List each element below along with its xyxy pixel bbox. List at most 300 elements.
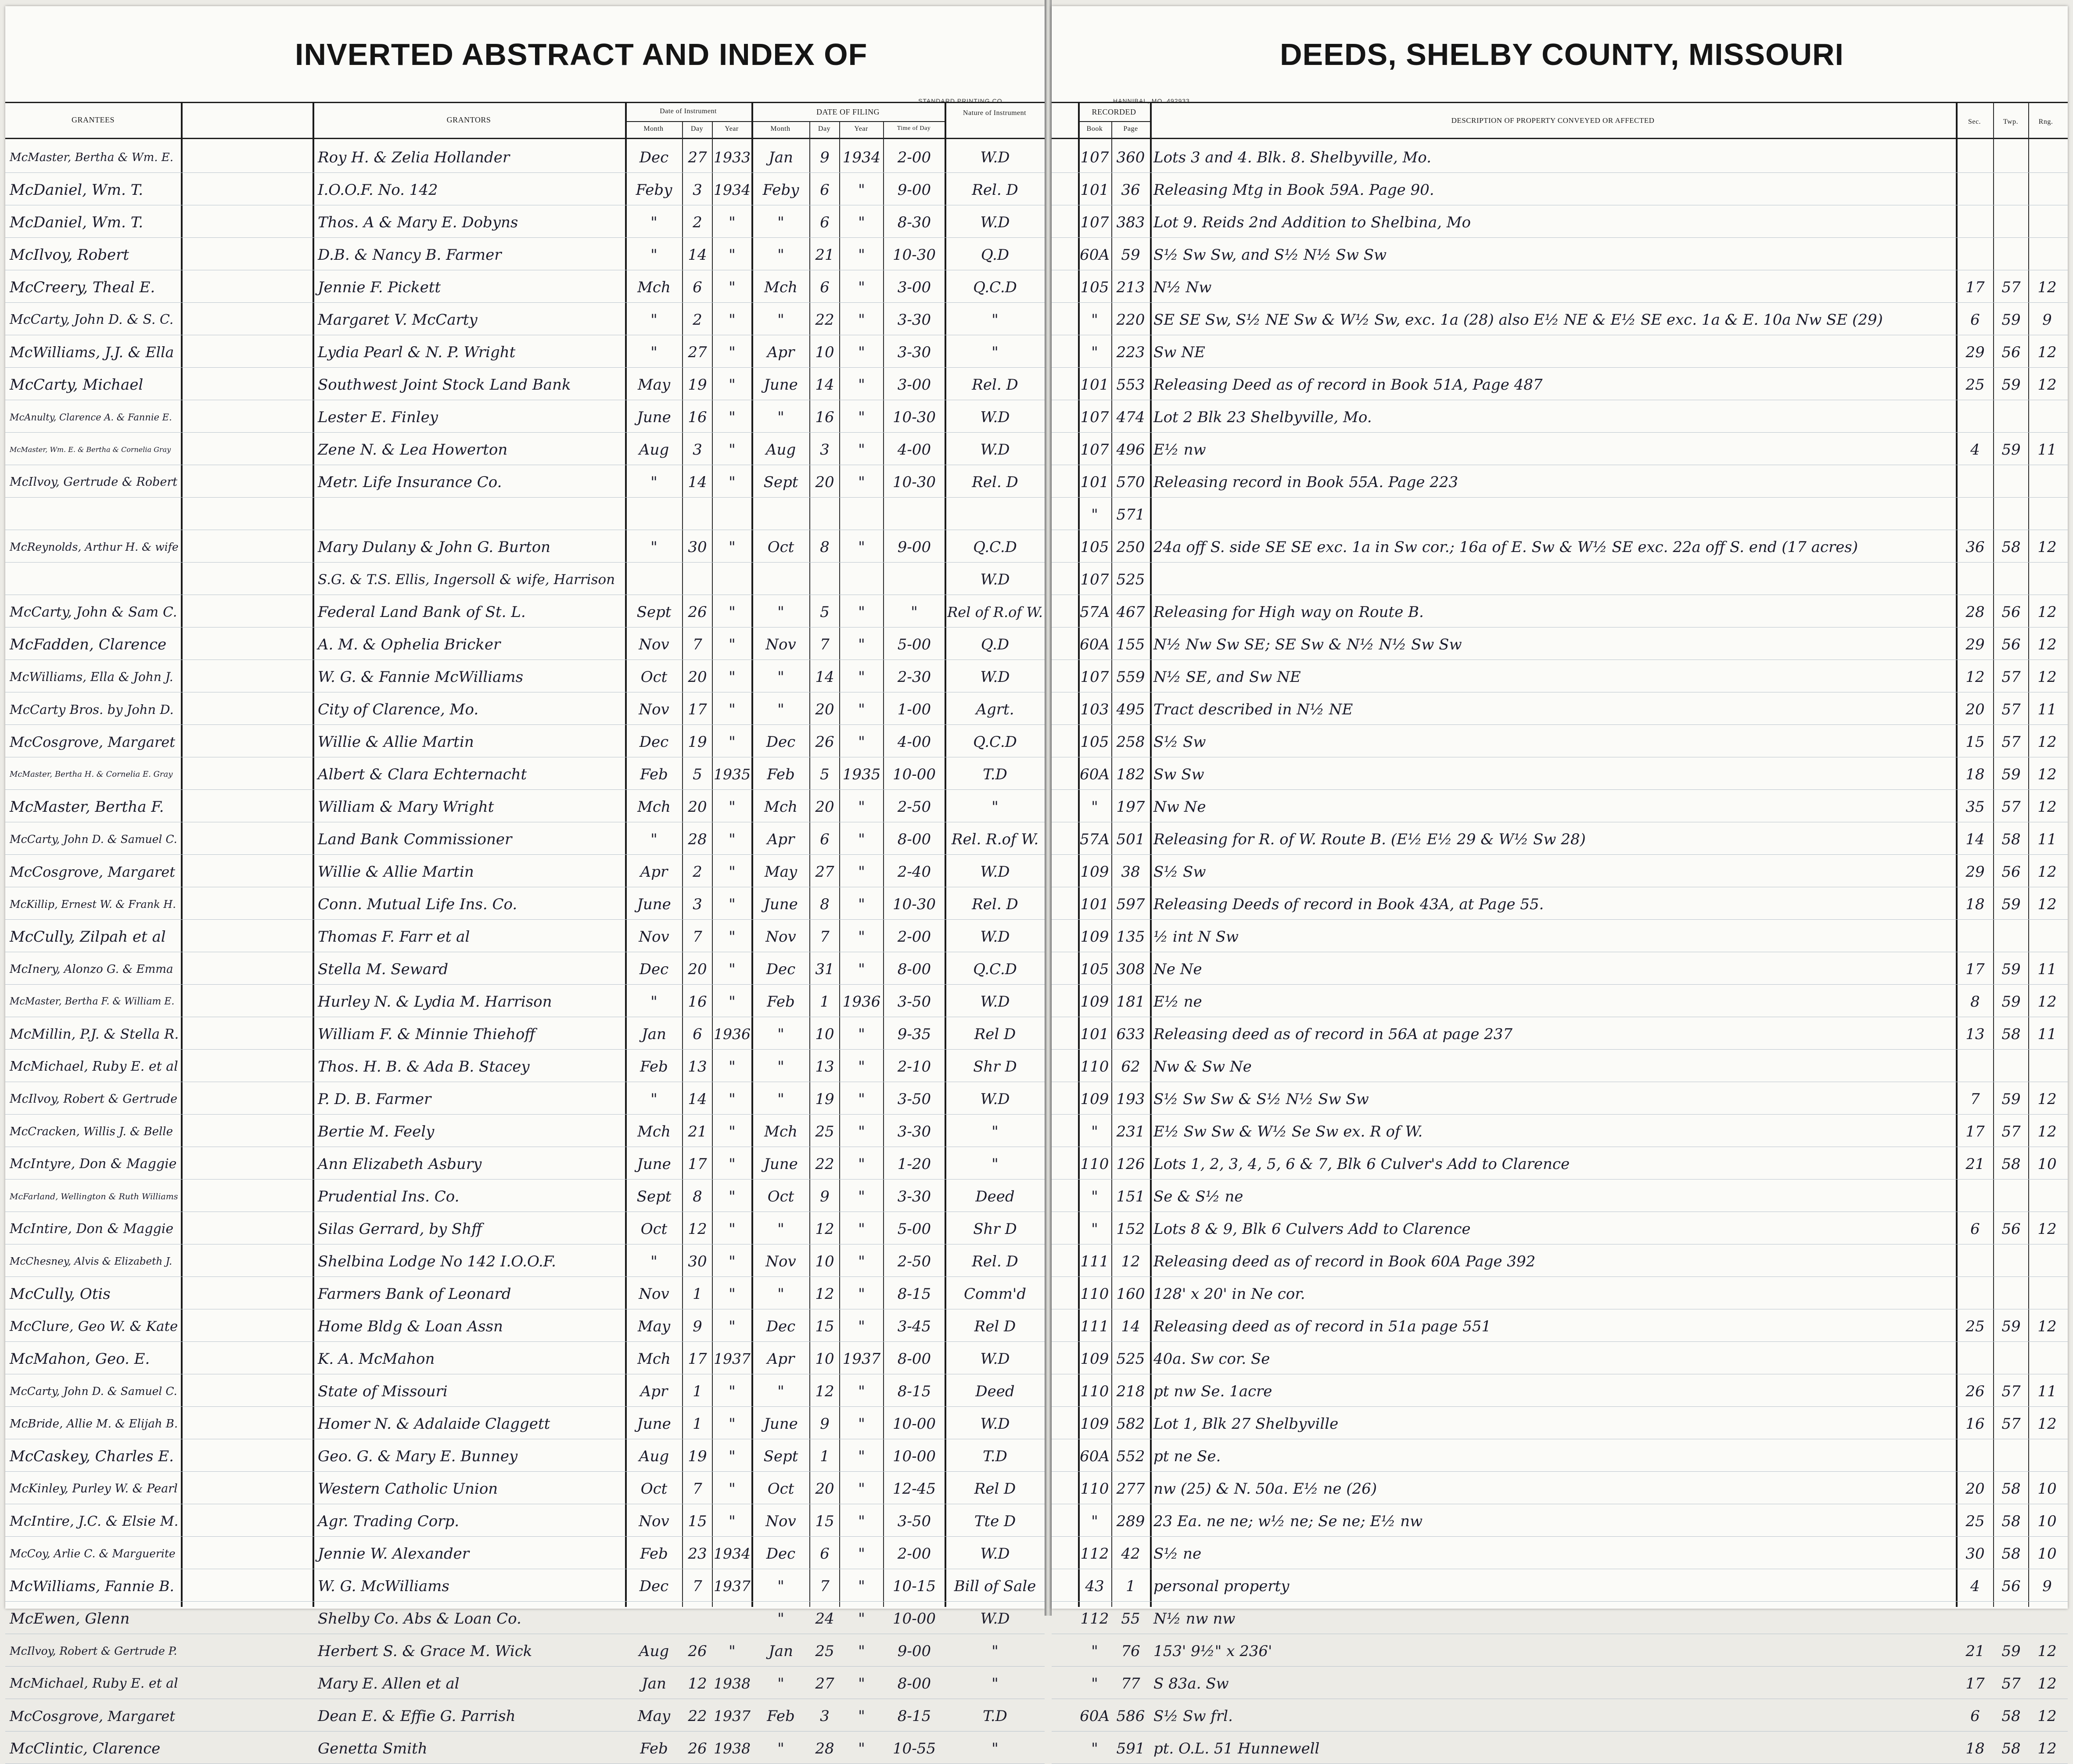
filing-month-cell: Apr: [767, 344, 795, 361]
left-entry-row: [5, 1407, 1045, 1439]
sec-cell: 6: [1970, 311, 1980, 329]
page-cell: 525: [1116, 1350, 1145, 1368]
page-cell: 181: [1116, 993, 1145, 1011]
instrument-month-cell: [627, 1606, 681, 1631]
filing-month-cell: Oct: [767, 1188, 794, 1205]
filing-month-cell: Feb: [767, 993, 795, 1011]
right-entry-row: [1052, 465, 2068, 498]
description-cell: Releasing deed as of record in 56A at page 237: [1153, 1025, 1513, 1043]
book-cell: 60A: [1080, 246, 1110, 264]
rng-cell: 12: [2037, 1123, 2057, 1140]
sec-cell: [1958, 470, 1993, 495]
instrument-day-cell: 14: [688, 473, 707, 491]
nature-cell: W.D: [980, 1610, 1010, 1628]
instrument-day-cell: 3: [693, 896, 702, 913]
grantee-cell: McFarland, Wellington & Ruth Williams: [10, 1192, 178, 1201]
filing-month-cell: Dec: [766, 961, 796, 978]
grantee-cell: McCully, Zilpah et al: [10, 928, 166, 946]
filing-time-cell: 10-30: [892, 896, 936, 913]
description-cell: N½ nw nw: [1153, 1610, 1236, 1628]
instrument-month-cell: Feb: [640, 1545, 668, 1563]
instrument-day-cell: 28: [688, 831, 707, 848]
filing-day-cell: 15: [815, 1318, 834, 1335]
filing-month-cell: ": [777, 409, 784, 426]
filing-month-cell: Apr: [767, 1350, 795, 1368]
page-cell: 1: [1126, 1578, 1135, 1595]
filing-day-cell: 9: [820, 1415, 830, 1433]
grantee-cell: McDaniel, Wm. T.: [10, 214, 144, 231]
right-entries: [1052, 140, 2068, 1764]
page-cell: 38: [1121, 863, 1140, 881]
instrument-day-cell: 21: [688, 1123, 707, 1140]
nature-cell: [946, 502, 1044, 527]
rng-cell: [2030, 470, 2065, 495]
instrument-month-cell: Nov: [639, 928, 669, 946]
twp-cell: 56: [2001, 863, 2021, 881]
grantor-cell: Home Bldg & Loan Assn: [318, 1318, 503, 1335]
filing-day-cell: 21: [815, 246, 834, 264]
right-entry-row: [1052, 627, 2068, 660]
instrument-day-cell: 23: [688, 1545, 707, 1563]
grantee-cell: McFadden, Clarence: [10, 636, 167, 653]
description-cell: Lots 1, 2, 3, 4, 5, 6 & 7, Blk 6 Culver's Add to Clarence: [1153, 1155, 1570, 1173]
nature-cell: W.D: [980, 214, 1010, 231]
grantor-cell: Agr. Trading Corp.: [318, 1513, 460, 1530]
nature-cell: Rel. D: [972, 473, 1018, 491]
book-cell: 105: [1080, 961, 1109, 978]
book-cell: 107: [1080, 668, 1109, 686]
sec-cell: [1958, 1054, 1993, 1079]
instrument-day-cell: 30: [688, 538, 707, 556]
twp-cell: 56: [2001, 603, 2021, 621]
instrument-month-cell: ": [650, 1253, 657, 1270]
rng-cell: [2030, 145, 2065, 170]
page-cell: 152: [1116, 1220, 1145, 1238]
rng-cell: 9: [2042, 311, 2052, 329]
sec-cell: [1958, 242, 1993, 268]
book-cell: 110: [1080, 1383, 1109, 1400]
instrument-month-cell: June: [637, 896, 671, 913]
filing-time-cell: 10-00: [892, 766, 936, 783]
book-cell: ": [1091, 1123, 1098, 1140]
nature-cell: Q.D: [981, 246, 1010, 264]
left-entry-row: [5, 1602, 1045, 1634]
right-entry-row: [1052, 1699, 2068, 1732]
filing-day-cell: 6: [820, 279, 830, 296]
book-cell: 101: [1080, 896, 1109, 913]
instrument-month-cell: ": [650, 993, 657, 1011]
filing-month-cell: Mch: [764, 798, 798, 816]
page-cell: 218: [1116, 1383, 1145, 1400]
filing-year-cell: ": [858, 1318, 865, 1335]
left-entry-row: [5, 1439, 1045, 1472]
filing-time-cell: 8-15: [897, 1383, 931, 1400]
instrument-month-cell: Oct: [640, 1480, 668, 1498]
book-cell: ": [1091, 798, 1098, 816]
grantee-cell: McCaskey, Charles E.: [10, 1448, 174, 1465]
filing-time-cell: 3-30: [897, 311, 931, 329]
nature-cell: T.D: [983, 1448, 1007, 1465]
instrument-year-cell: ": [729, 1285, 736, 1303]
nature-cell: Comm'd: [963, 1285, 1027, 1303]
left-entry-row: [5, 1472, 1045, 1504]
right-entry-row: [1052, 1472, 2068, 1504]
sec-cell: 6: [1970, 1707, 1980, 1725]
filing-day-cell: 26: [815, 733, 834, 751]
filing-month-cell: ": [777, 1383, 784, 1400]
grantor-cell: Stella M. Seward: [318, 961, 449, 978]
page-cell: 495: [1116, 701, 1145, 718]
filing-month-cell: June: [764, 896, 798, 913]
nature-cell: Tte D: [974, 1513, 1016, 1530]
filing-month-cell: ": [777, 1285, 784, 1303]
instrument-day-cell: 26: [688, 1642, 707, 1660]
nature-cell: W.D: [980, 1415, 1010, 1433]
filing-year-cell: ": [858, 1578, 865, 1595]
right-entry-row: [1052, 270, 2068, 303]
instrument-year-cell: ": [729, 1318, 736, 1335]
description-cell: N½ Nw Sw SE; SE Sw & N½ N½ Sw Sw: [1153, 636, 1462, 653]
twp-cell: 59: [2001, 766, 2021, 783]
book-cell: 112: [1080, 1610, 1109, 1628]
instrument-month-cell: [627, 567, 681, 592]
filing-year-cell: ": [858, 1610, 865, 1628]
filing-day-cell: 15: [815, 1513, 834, 1530]
book-cell: ": [1091, 1513, 1098, 1530]
filing-month-cell: ": [777, 668, 784, 686]
book-cell: 60A: [1080, 1707, 1110, 1725]
rng-cell: [2030, 1346, 2065, 1372]
grantor-cell: Mary E. Allen et al: [318, 1675, 460, 1692]
filing-month-cell: Mch: [764, 279, 798, 296]
rng-cell: 11: [2037, 961, 2057, 978]
left-entry-row: [5, 1374, 1045, 1407]
left-entry-row: [5, 465, 1045, 498]
instrument-day-cell: 1: [693, 1383, 702, 1400]
rng-cell: [2030, 242, 2065, 268]
filing-year-cell: ": [858, 1415, 865, 1433]
instrument-year-cell: 1934: [714, 1545, 751, 1562]
filing-time-cell: 2-50: [897, 1253, 931, 1270]
filing-time-cell: 8-15: [897, 1707, 931, 1725]
header-filing-day: Day: [818, 125, 831, 133]
grantor-cell: Land Bank Commissioner: [318, 831, 512, 848]
grantee-cell: McMaster, Bertha H. & Cornelia E. Gray: [10, 770, 173, 779]
filing-day-cell: 9: [820, 149, 830, 166]
instrument-day-cell: 7: [693, 928, 702, 946]
sec-cell: 21: [1965, 1155, 1985, 1173]
instrument-year-cell: ": [729, 1513, 736, 1530]
instrument-day-cell: 20: [688, 668, 707, 686]
filing-month-cell: ": [777, 1220, 784, 1238]
left-entry-row: [5, 335, 1045, 368]
page-cell: 277: [1116, 1480, 1145, 1498]
left-entry-row: [5, 1277, 1045, 1309]
right-entry-row: [1052, 368, 2068, 400]
sec-cell: 35: [1965, 798, 1985, 816]
left-entry-row: [5, 1309, 1045, 1342]
sec-cell: 30: [1965, 1545, 1985, 1563]
grantee-cell: McMaster, Wm. E. & Bertha & Cornelia Gray: [10, 445, 171, 454]
filing-day-cell: 6: [820, 831, 830, 848]
page-cell: 258: [1116, 733, 1145, 751]
book-cell: 110: [1080, 1058, 1109, 1076]
instrument-year-cell: [714, 502, 751, 527]
grantee-cell: McCarty, John & Sam C.: [10, 604, 177, 620]
header-filing-month: Month: [770, 125, 790, 133]
description-cell: N½ SE, and Sw NE: [1153, 668, 1301, 686]
filing-time-cell: 8-00: [897, 831, 931, 848]
right-entry-row: [1052, 725, 2068, 757]
filing-month-cell: Feb: [767, 766, 795, 783]
rng-cell: [2030, 502, 2065, 527]
grantee-cell: McCarty, John D. & S. C.: [10, 312, 174, 327]
instrument-day-cell: 19: [688, 376, 707, 394]
nature-cell: Shr D: [973, 1220, 1017, 1238]
filing-day-cell: 20: [815, 1480, 834, 1498]
grantee-cell: McReynolds, Arthur H. & wife: [10, 541, 179, 553]
instrument-year-cell: ": [729, 928, 736, 946]
right-entry-row: [1052, 1374, 2068, 1407]
right-entry-row: [1052, 920, 2068, 952]
instrument-day-cell: 7: [693, 1578, 702, 1595]
nature-cell: ": [992, 798, 999, 816]
instrument-day-cell: 14: [688, 1090, 707, 1108]
left-entry-row: [5, 173, 1045, 205]
filing-year-cell: ": [858, 441, 865, 459]
instrument-day-cell: 6: [693, 279, 702, 296]
filing-time-cell: 9-00: [897, 1642, 931, 1660]
nature-cell: ": [992, 1642, 999, 1660]
instrument-month-cell: Feb: [640, 1740, 668, 1757]
page-cell: 182: [1116, 766, 1145, 783]
left-entry-row: [5, 1244, 1045, 1277]
twp-cell: 57: [2001, 668, 2021, 686]
page-cell: 76: [1121, 1642, 1140, 1660]
grantor-cell: Dean E. & Effie G. Parrish: [318, 1707, 516, 1725]
grantor-cell: P. D. B. Farmer: [318, 1090, 431, 1108]
twp-cell: [1994, 502, 2028, 527]
grantor-cell: Shelby Co. Abs & Loan Co.: [318, 1610, 521, 1628]
grantor-cell: Homer N. & Adalaide Claggett: [318, 1415, 550, 1433]
grantee-cell: McIntyre, Don & Maggie: [10, 1156, 177, 1172]
header-book: Book: [1086, 125, 1103, 133]
rng-cell: [2030, 1606, 2065, 1631]
right-entry-row: [1052, 1180, 2068, 1212]
rng-cell: 12: [2037, 376, 2057, 394]
grantee-cell: McInery, Alonzo G. & Emma: [10, 963, 173, 976]
description-cell: S½ ne: [1153, 1545, 1202, 1563]
nature-cell: Rel. D: [972, 896, 1018, 913]
rng-cell: 10: [2037, 1513, 2057, 1530]
twp-cell: 56: [2001, 1578, 2021, 1595]
filing-time-cell: [885, 502, 944, 527]
twp-cell: [1994, 1249, 2028, 1274]
rng-cell: [2030, 1054, 2065, 1079]
instrument-month-cell: May: [637, 376, 671, 394]
sec-cell: 29: [1965, 636, 1985, 653]
left-entry-row: [5, 1017, 1045, 1050]
rng-cell: [2030, 405, 2065, 430]
instrument-day-cell: 13: [688, 1058, 707, 1076]
filing-year-cell: ": [858, 538, 865, 556]
filing-month-cell: Dec: [766, 733, 796, 751]
header-twp: Twp.: [2003, 118, 2019, 125]
filing-day-cell: 9: [820, 1188, 830, 1205]
sec-cell: 20: [1965, 1480, 1985, 1498]
filing-day-cell: 6: [820, 214, 830, 231]
page-cell: 633: [1116, 1025, 1145, 1043]
grantor-cell: Federal Land Bank of St. L.: [318, 603, 526, 621]
description-cell: S½ Sw: [1153, 733, 1206, 751]
description-cell: Se & S½ ne: [1153, 1188, 1243, 1205]
grantor-cell: Silas Gerrard, by Shff: [318, 1220, 482, 1238]
filing-time-cell: 10-00: [892, 1610, 936, 1628]
description-cell: pt. O.L. 51 Hunnewell: [1153, 1740, 1320, 1757]
filing-month-cell: Feby: [762, 181, 799, 199]
left-entry-row: [5, 822, 1045, 855]
instrument-year-cell: ": [729, 668, 736, 686]
left-entry-row: [5, 1699, 1045, 1732]
right-entry-row: [1052, 563, 2068, 595]
instrument-month-cell: May: [637, 1707, 671, 1725]
instrument-year-cell: 1937: [714, 1578, 751, 1595]
grantee-cell: McDaniel, Wm. T.: [10, 181, 144, 199]
filing-year-cell: ": [858, 1253, 865, 1270]
sec-cell: 15: [1965, 733, 1985, 751]
description-cell: Releasing deed as of record in Book 60A Page 392: [1153, 1253, 1536, 1270]
instrument-day-cell: 2: [693, 863, 702, 881]
sec-cell: [1958, 1281, 1993, 1307]
filing-time-cell: 8-15: [897, 1285, 931, 1303]
filing-time-cell: 2-50: [897, 798, 931, 816]
page-cell: 586: [1116, 1707, 1145, 1725]
right-entry-row: [1052, 140, 2068, 173]
instrument-year-cell: ": [729, 1220, 736, 1238]
twp-cell: 56: [2001, 1220, 2021, 1238]
instrument-day-cell: 14: [688, 246, 707, 264]
nature-cell: Deed: [975, 1188, 1015, 1205]
left-entry-row: [5, 952, 1045, 985]
instrument-month-cell: Mch: [637, 279, 671, 296]
grantor-cell: S.G. & T.S. Ellis, Ingersoll & wife, Harrison: [318, 572, 615, 588]
filing-time-cell: 2-00: [897, 928, 931, 946]
filing-year-cell: ": [858, 896, 865, 913]
instrument-day-cell: 27: [688, 344, 707, 361]
filing-time-cell: 10-00: [892, 1448, 936, 1465]
instrument-year-cell: ": [729, 1123, 736, 1140]
filing-year-cell: ": [858, 376, 865, 394]
header-recorded: RECORDED: [1092, 108, 1136, 116]
filing-year-cell: ": [858, 928, 865, 946]
grantee-cell: McAnulty, Clarence A. & Fannie E.: [10, 412, 172, 423]
filing-month-cell: Feb: [767, 1707, 795, 1725]
nature-cell: W.D: [980, 928, 1010, 946]
rng-cell: 12: [2037, 279, 2057, 296]
grantor-cell: Jennie W. Alexander: [318, 1545, 469, 1563]
instrument-day-cell: 2: [693, 214, 702, 231]
filing-year-cell: ": [858, 798, 865, 816]
book-cell: 110: [1080, 1155, 1109, 1173]
filing-year-cell: ": [858, 1480, 865, 1498]
instrument-year-cell: ": [729, 376, 736, 394]
page-cell: 135: [1116, 928, 1145, 946]
filing-time-cell: 8-00: [897, 1675, 931, 1692]
left-entries: [5, 140, 1045, 1764]
filing-year-cell: ": [858, 603, 865, 621]
grantee-cell: [10, 567, 179, 592]
grantor-cell: Thos. A & Mary E. Dobyns: [318, 214, 518, 231]
sec-cell: [1958, 177, 1993, 203]
description-cell: SE SE Sw, S½ NE Sw & W½ Sw, exc. 1a (28) also E½ NE & E½ SE exc. 1a & E. 10a Nw SE (29): [1153, 311, 1883, 329]
filing-time-cell: 3-50: [897, 993, 931, 1011]
filing-month-cell: Nov: [765, 636, 796, 653]
page-cell: 126: [1116, 1155, 1145, 1173]
nature-cell: ": [992, 1675, 999, 1692]
sec-cell: [1958, 1249, 1993, 1274]
rng-cell: 12: [2037, 668, 2057, 686]
page-cell: 160: [1116, 1285, 1145, 1303]
twp-cell: 59: [2001, 1642, 2021, 1660]
sec-cell: 17: [1965, 279, 1985, 296]
header-time-of-day: Time of Day: [897, 125, 931, 132]
grantee-cell: McCarty, John D. & Samuel C.: [10, 1385, 177, 1398]
instrument-year-cell: ": [729, 1383, 736, 1400]
grantee-cell: McWilliams, Ella & John J.: [10, 670, 173, 684]
grantor-cell: Conn. Mutual Life Ins. Co.: [318, 896, 517, 913]
instrument-month-cell: Mch: [637, 1123, 671, 1140]
filing-year-cell: ": [858, 1285, 865, 1303]
left-entry-row: [5, 985, 1045, 1017]
filing-month-cell: ": [777, 1578, 784, 1595]
nature-cell: W.D: [980, 149, 1010, 166]
grantor-cell: Shelbina Lodge No 142 I.O.O.F.: [318, 1253, 556, 1270]
right-entry-row: [1052, 1537, 2068, 1569]
page-cell: 14: [1121, 1318, 1140, 1335]
book-cell: 112: [1080, 1545, 1109, 1563]
twp-cell: [1994, 242, 2028, 268]
instrument-day-cell: 3: [693, 181, 702, 199]
page-cell: 570: [1116, 473, 1145, 491]
filing-time-cell: 8-00: [897, 961, 931, 978]
description-cell: Ne Ne: [1153, 961, 1202, 978]
book-cell: 103: [1080, 701, 1109, 718]
filing-year-cell: ": [858, 181, 865, 199]
book-cell: ": [1091, 1675, 1098, 1692]
instrument-month-cell: ": [650, 1090, 657, 1108]
grantee-cell: McCreery, Theal E.: [10, 279, 155, 296]
grantee-cell: McCosgrove, Margaret: [10, 734, 176, 750]
twp-cell: [1994, 405, 2028, 430]
filing-time-cell: 1-20: [897, 1155, 931, 1173]
filing-time-cell: 4-00: [897, 733, 931, 751]
book-cell: 109: [1080, 863, 1109, 881]
right-entry-row: [1052, 887, 2068, 920]
description-cell: S½ Sw frl.: [1153, 1707, 1233, 1725]
right-entry-row: [1052, 595, 2068, 627]
filing-time-cell: 10-30: [892, 409, 936, 426]
page-cell: 501: [1116, 831, 1145, 848]
filing-month-cell: Oct: [767, 538, 794, 556]
left-entry-row: [5, 368, 1045, 400]
rng-cell: [2030, 1281, 2065, 1307]
book-cell: 43: [1085, 1578, 1104, 1595]
filing-day-cell: 13: [815, 1058, 834, 1076]
book-cell: 110: [1080, 1285, 1109, 1303]
left-entry-row: [5, 1147, 1045, 1180]
twp-cell: [1994, 145, 2028, 170]
filing-day-cell: 19: [815, 1090, 834, 1108]
